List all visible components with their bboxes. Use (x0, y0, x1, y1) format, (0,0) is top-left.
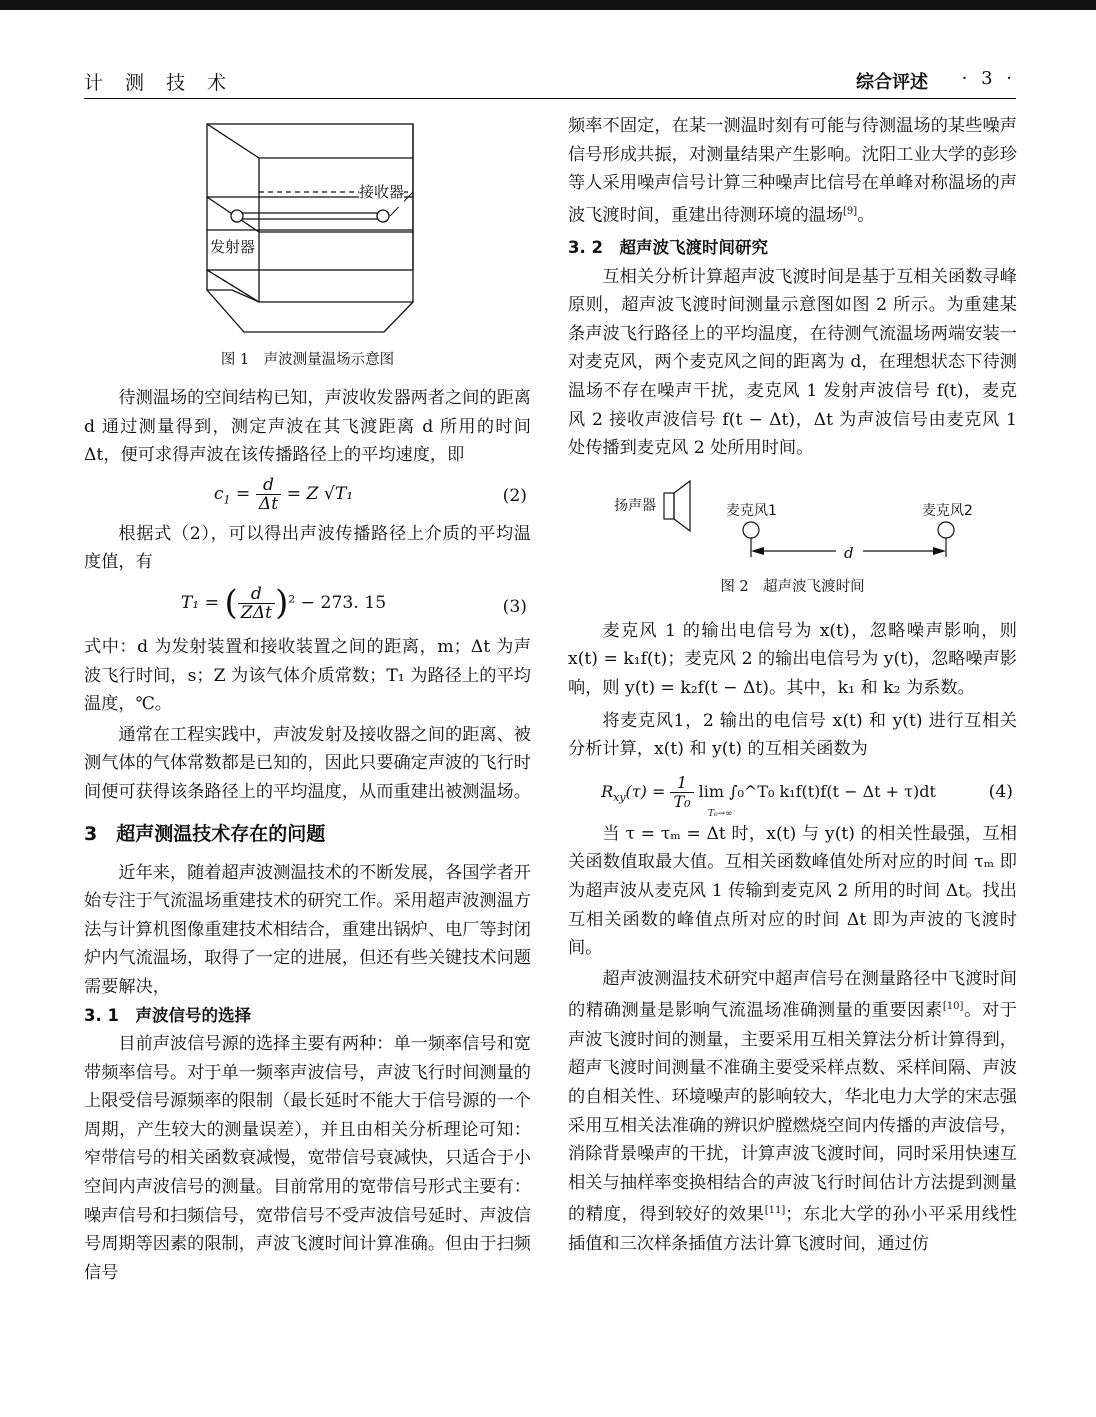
journal-name: 计 测 技 术 (84, 72, 235, 94)
receiver-label: 接收器 (359, 178, 404, 207)
section-3-1-heading: 3. 1 声波信号的选择 (84, 1005, 251, 1025)
equation-2: $c_1$ = $\frac{d}{\Delta t}$ = Z √T₁ (2) (213, 474, 527, 514)
eq2-numerator: d (256, 476, 281, 495)
left-column (84, 112, 531, 1287)
mic1-label: 麦克风1 (726, 502, 777, 519)
paragraph: 当 τ = τₘ = Δt 时，x(t) 与 y(t) 的相关性最强，互相关函数值取最大值。互相关函数峰值处所对应的时间 τₘ 即为超声波从麦克风 1 传输到麦克风 2 所用的时间 Δt。找出互相关函数的峰值点所对应的时间 Δt 即为声波的飞渡时间。 (568, 823, 1017, 959)
equation-4 (568, 770, 1017, 820)
eq2-number: (2) (502, 485, 527, 506)
speaker-label: 扬声器 (614, 497, 656, 514)
paragraph: 通常在工程实践中，声波发射及接收器之间的距离、被测气体的气体常数都是已知的，因此只要确定声波的飞行时间便可获得该条路径上的平均温度，从而重建出被测温场。 (84, 724, 531, 802)
section-name: 综合评述 (856, 72, 928, 93)
eq2-rhs: = Z √T₁ (286, 483, 354, 504)
eq3-rhs: ² − 273. 15 (288, 592, 387, 613)
equation-3: T₁ = ( $\frac{d}{\text{ZΔt}}$ )² − 273. 15 (3) (180, 583, 527, 624)
eq3-numerator: d (238, 585, 275, 604)
eq4-limit-sub: T₀→∞ (708, 808, 733, 819)
eq3-number: (3) (502, 596, 527, 617)
eq2-fraction (256, 476, 281, 513)
eq4-lhs: R (601, 781, 614, 801)
eq3-denominator: ZΔt (240, 602, 273, 623)
paragraph-text: 超声波测温技术研究中超声信号在测量路径中飞渡时间的精确测量是影响气流温场准确测量的重要因素 (568, 968, 1017, 1022)
box-diagram (84, 112, 531, 344)
figure-2 (568, 475, 1017, 575)
eq4-fraction (670, 774, 693, 811)
paragraph: 根据式（2），可以得出声波传播路径上介质的平均温度值，有 (84, 523, 531, 573)
mic2-label: 麦克风2 (922, 502, 973, 519)
right-column (568, 112, 1017, 1258)
eq4-sub: xy (613, 791, 626, 805)
figure-2-caption: 图 2 超声波飞渡时间 (720, 578, 865, 595)
eq2-lhs: c (213, 483, 224, 504)
paragraph: 麦克风 1 的输出电信号为 x(t)，忽略噪声影响，则 x(t) = k₁f(t)；麦克风 2 的输出电信号为 y(t)，忽略噪声影响，则 y(t) = k₂f(t − Δt)。其中，k₁ 和 k₂ 为系数。 (568, 620, 1017, 699)
eq2-sub: 1 (223, 493, 231, 507)
paragraph (568, 965, 1017, 1258)
top-bar (0, 0, 1096, 10)
figure-1-caption: 图 1 声波测量温场示意图 (220, 352, 395, 368)
citation: [9] (843, 205, 858, 217)
eq4-number: (4) (988, 781, 1013, 802)
paragraph-text: 频率不固定，在某一测温时刻有可能与待测温场的某些噪声信号形成共振，对测量结果产生影响。沈阳工业大学的彭珍等人采用噪声信号计算三种噪声比信号在单峰对称温场的声波飞渡时间，重建出待测环境的温场 (568, 116, 1017, 226)
paragraph-end: 。 (857, 205, 875, 226)
citation: [10] (942, 1001, 964, 1013)
eq3-fraction (238, 585, 275, 622)
section-3-heading: 3 超声测温技术存在的问题 (84, 822, 326, 845)
paragraph-end: ；东北大学的孙小平采用线性插值和三次样条插值方法计算飞渡时间，通过仿 (568, 1205, 1017, 1254)
running-header (84, 68, 1016, 98)
paragraph: 目前声波信号源的选择主要有两种：单一频率信号和宽带频率信号。对于单一频率声波信号，声波飞行时间测量的上限受信号源频率的限制（最长延时不能大于信号源的一个周期，产生较大的测量误差），并且由相关分析理论可知：窄带信号的相关函数衰减慢，宽带信号衰减快，只适合于小空间内声波信号的测量。目前常用的宽带信号形式主要有：噪声信号和扫频信号，宽带信号不受声波信号延时、声波信号周期等因素的限制，声波飞渡时间计算准确。但由于扫频信号 (84, 1034, 531, 1283)
paragraph-text: 。对于声波飞渡时间的测量，主要采用互相关算法分析计算得到，超声飞渡时间测量不准确主要受采样点数、采样间隔、声波的自相关性、环境噪声的影响较大，华北电力大学的宋志强采用互相关法准确的辨识炉膛燃烧空间内传播的声波信号，消除背景噪声的干扰，计算声波飞渡时间，同时采用快速互相关与抽样率变换相结合的声波飞行时间估计方法提到测量的精度，得到较好的效果 (568, 1001, 1017, 1226)
eq4-numerator: 1 (670, 774, 693, 793)
paragraph: 近年来，随着超声波测温技术的不断发展，各国学者开始专注于气流温场重建技术的研究工作。采用超声波测温方法与计算机图像重建技术相结合，重建出锅炉、电厂等封闭炉内气流温场，取得了一定的进展，但还有些关键技术问题需要解决， (84, 862, 531, 997)
emitter-label: 发射器 (210, 238, 256, 256)
figure-1 (84, 112, 531, 344)
eq4-denominator: T₀ (673, 791, 691, 811)
page-number: · 3 · (961, 68, 1016, 89)
eq2-denominator: Δt (258, 493, 279, 514)
eq4-rhs: lim ∫₀^T₀ k₁f(t)f(t − Δt + τ)dt (698, 781, 936, 801)
paragraph: 式中：d 为发射装置和接收装置之间的距离，m；Δt 为声波飞行时间，s；Z 为该气体介质常数；T₁ 为路径上的平均温度，℃。 (84, 636, 531, 715)
eq4-arg: (τ) = (625, 781, 666, 801)
paragraph: 待测温场的空间结构已知，声波收发器两者之间的距离 d 通过测量得到，测定声波在其飞渡距离 d 所用的时间 Δt，便可求得声波在该传播路径上的平均速度，即 (84, 388, 531, 466)
header-rule (84, 98, 1016, 99)
paragraph: 将麦克风1，2 输出的电信号 x(t) 和 y(t) 进行互相关分析计算，x(t) 和 y(t) 的互相关函数为 (568, 710, 1017, 760)
paragraph: 互相关分析计算超声波飞渡时间是基于互相关函数寻峰原则，超声波飞渡时间测量示意图如图 2 所示。为重建某条声波飞行路径上的平均温度，在待测气流温场两端安装一对麦克风，两个麦克风之间的距离为 d，在理想状态下待测温场不存在噪声干扰，麦克风 1 发射声波信号 f(t)，麦克风 2 接收声波信号 f(t − Δt)，Δt 为声波信号由麦克风 1 处传播到麦克风 2 处所用时间。 (568, 266, 1017, 459)
section-3-2-heading: 3. 2 超声波飞渡时间研究 (568, 238, 768, 258)
distance-label: d (844, 543, 854, 562)
citation: [11] (764, 1205, 786, 1217)
eq3-lhs: T₁ = (180, 592, 220, 613)
paragraph (568, 112, 1017, 230)
